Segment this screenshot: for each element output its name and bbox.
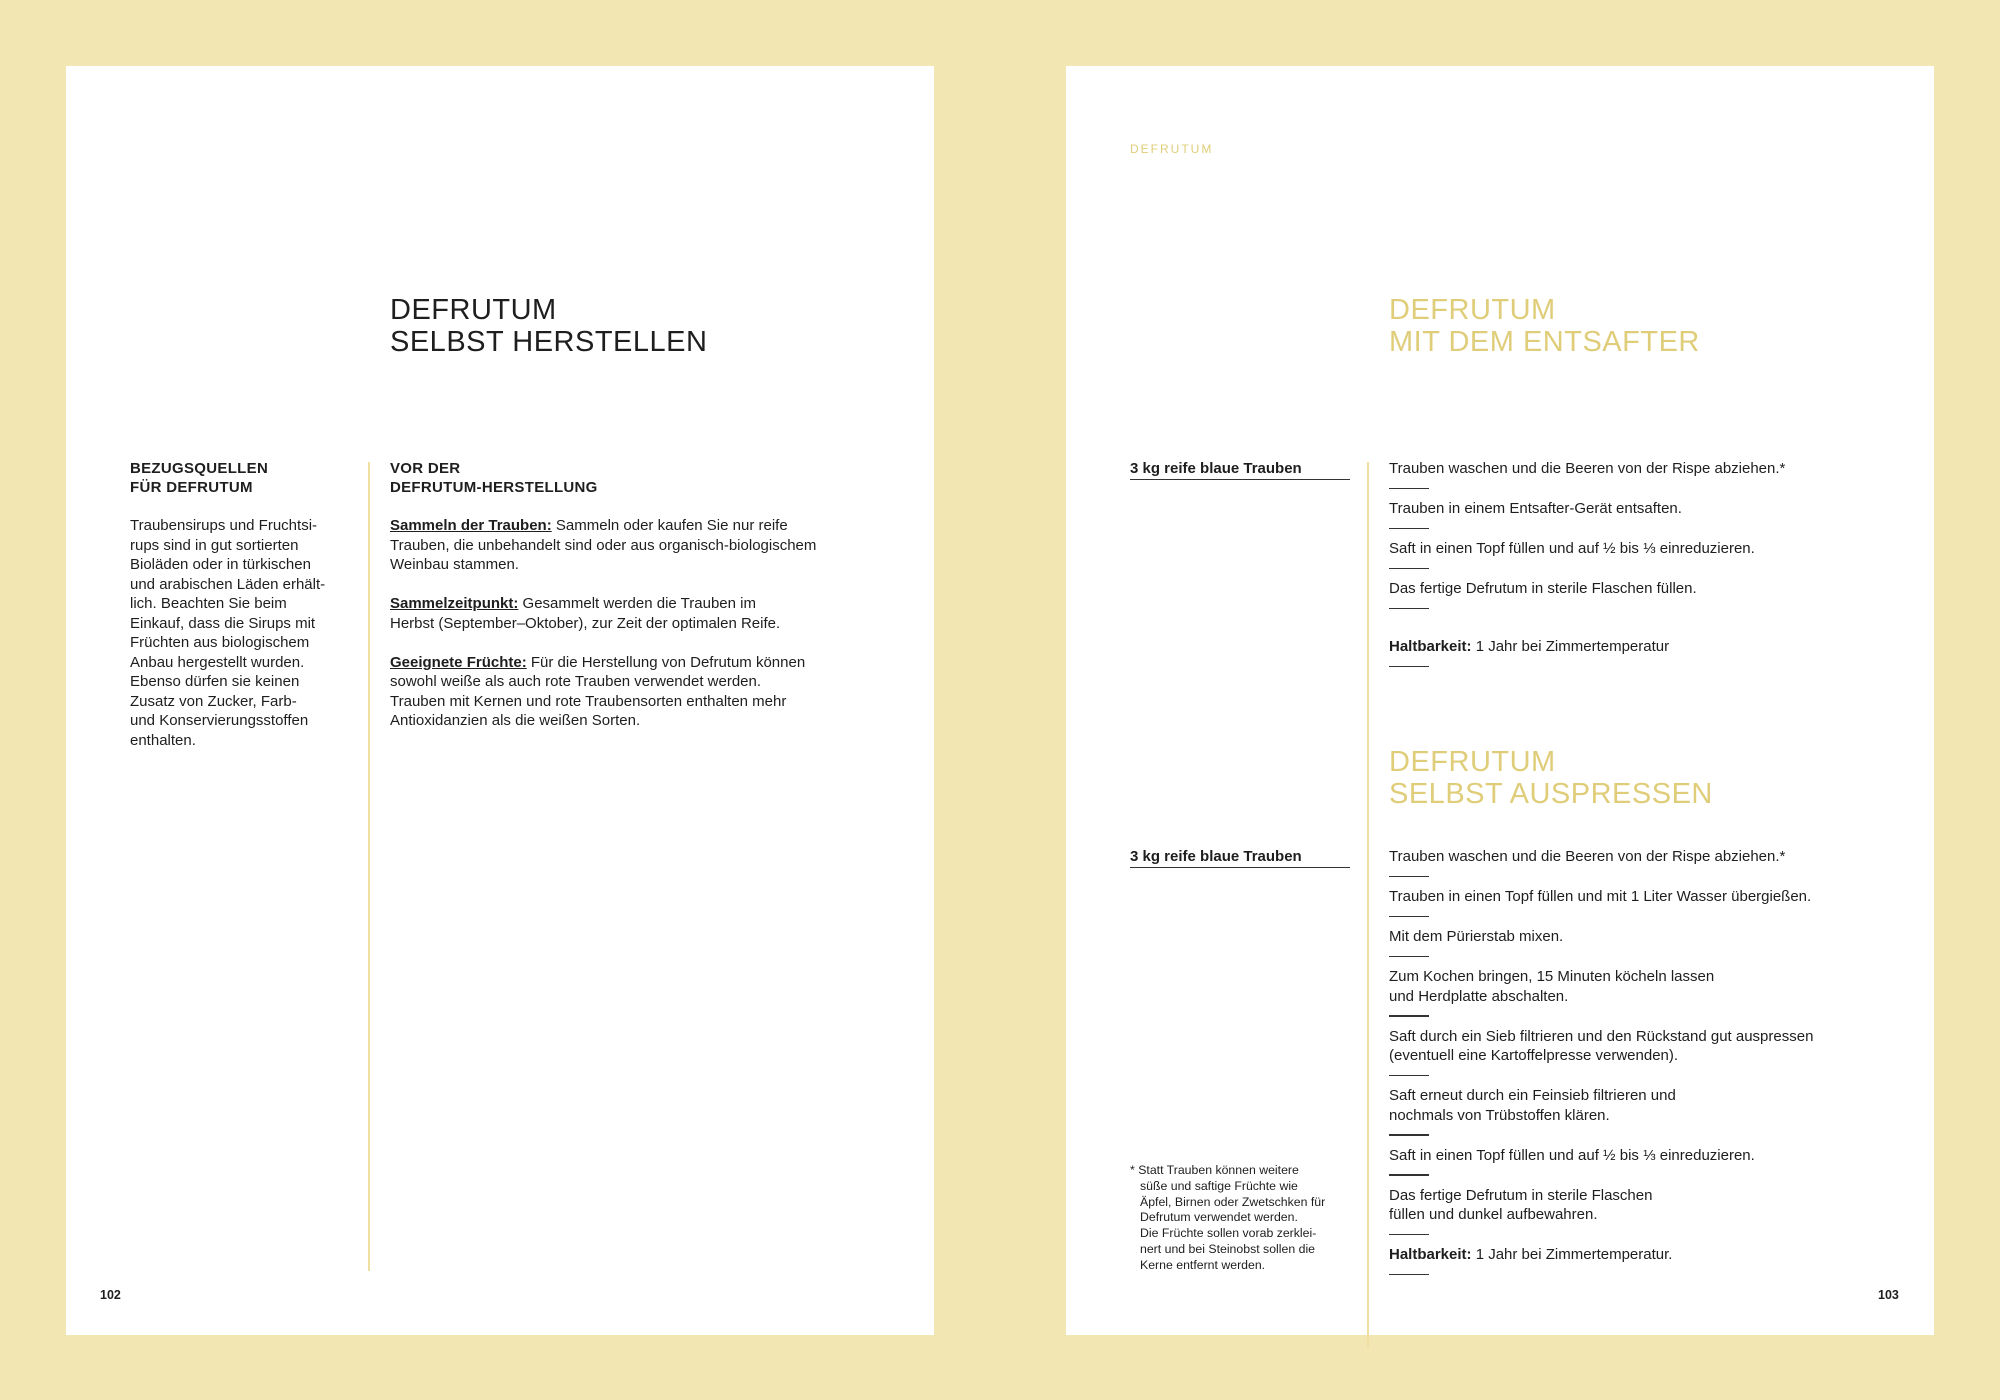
text-line: Zusatz von Zucker, Farb- — [130, 692, 297, 710]
step-divider — [1389, 1015, 1429, 1017]
step — [1389, 1146, 1909, 1176]
step-text: Das fertige Defrutum in sterile Flaschen füllen. — [1389, 580, 1697, 597]
footnote-line: süße und saftige Früchte wie — [1140, 1178, 1298, 1193]
step — [1389, 847, 1909, 877]
step — [1389, 967, 1909, 1017]
shelf-life — [1389, 1245, 1909, 1275]
text-line: Weinbau stammen. — [390, 556, 519, 573]
step-divider — [1389, 956, 1429, 958]
text-line: Herbst (September–Oktober), zur Zeit der optimalen Reife. — [390, 614, 781, 632]
step-divider — [1389, 488, 1429, 490]
text-line: und Konservierungsstoffen — [130, 712, 309, 729]
step-divider — [1389, 1274, 1429, 1276]
step — [1389, 887, 1909, 917]
step-divider — [1389, 1234, 1429, 1236]
title-line: SELBST HERSTELLEN — [390, 326, 708, 358]
sources-text — [130, 516, 360, 750]
step-text: Trauben waschen und die Beeren von der Rispe abziehen.* — [1389, 460, 1786, 477]
text-line: Trauben, die unbehandelt sind oder aus organisch-biologischem — [390, 536, 817, 554]
step-divider — [1389, 1134, 1429, 1136]
title-line: DEFRUTUM — [1389, 294, 1556, 326]
step-text: Saft in einen Topf füllen und auf ½ bis ⅓ einreduzieren. — [1389, 1146, 1755, 1164]
footnote-line: Äpfel, Birnen oder Zwetschken für — [1140, 1194, 1326, 1209]
step — [1389, 1027, 1909, 1077]
text-line: rups sind in gut sortierten — [130, 536, 299, 554]
title-line: DEFRUTUM — [390, 294, 557, 326]
step-divider — [1389, 876, 1429, 878]
step-text: Trauben in einem Entsafter-Gerät entsaften. — [1389, 500, 1682, 517]
step — [1389, 539, 1909, 569]
text-line: Trauben mit Kernen und rote Traubensorten enthalten mehr — [390, 692, 787, 710]
heading-line: DEFRUTUM-HERSTELLUNG — [390, 479, 598, 496]
step-text: füllen und dunkel aufbewahren. — [1389, 1206, 1598, 1223]
page-number: 103 — [1878, 1288, 1899, 1302]
footnote-line: nert und bei Steinobst sollen die — [1140, 1241, 1316, 1256]
step — [1389, 499, 1909, 529]
text-line: Ebenso dürfen sie keinen — [130, 673, 300, 690]
shelf-text: 1 Jahr bei Zimmertemperatur — [1471, 638, 1670, 655]
recipe2-ingredient: 3 kg reife blaue Trauben — [1130, 847, 1350, 868]
title-line: SELBST AUSPRESSEN — [1389, 778, 1713, 810]
step-text: Saft durch ein Sieb filtrieren und den Rückstand gut auspressen — [1389, 1027, 1814, 1045]
step-text: Das fertige Defrutum in sterile Flaschen — [1389, 1186, 1653, 1204]
recipe2-title — [1389, 746, 1713, 810]
text-line: Anbau hergestellt wurden. — [130, 653, 305, 671]
footnote-line: * Statt Trauben können weitere — [1130, 1163, 1299, 1177]
text-line: Früchten aus biologischem — [130, 634, 310, 651]
sources-column — [130, 459, 360, 750]
step — [1389, 1186, 1909, 1236]
footnote-line: Kerne entfernt werden. — [1140, 1257, 1266, 1272]
step-text: nochmals von Trübstoffen klären. — [1389, 1106, 1610, 1124]
preparation-column — [390, 459, 910, 750]
preparation-heading — [390, 459, 910, 497]
recipe1-steps — [1389, 459, 1909, 677]
shelf-label: Haltbarkeit: — [1389, 638, 1472, 655]
heading-line: BEZUGSQUELLEN — [130, 460, 269, 477]
keyword: Sammelzeitpunkt: — [390, 595, 519, 612]
heading-line: VOR DER — [390, 460, 461, 477]
step-text: Mit dem Pürierstab mixen. — [1389, 928, 1564, 945]
left-page-title — [390, 294, 707, 358]
page-number: 102 — [100, 1288, 121, 1302]
shelf-text: 1 Jahr bei Zimmertemperatur. — [1471, 1246, 1673, 1263]
title-line: DEFRUTUM — [1389, 746, 1556, 778]
text-line: und arabischen Läden erhält- — [130, 575, 326, 593]
step — [1389, 459, 1909, 489]
step-text: Saft in einen Topf füllen und auf ½ bis ⅓ einreduzieren. — [1389, 540, 1755, 557]
text-line: Gesammelt werden die Trauben im — [518, 595, 756, 612]
paragraph-geeignete-fruechte — [390, 653, 910, 731]
footnote-line: Die Früchte sollen vorab zerklei- — [1140, 1226, 1317, 1241]
text-line: lich. Beachten Sie beim — [130, 595, 287, 612]
footnote-line: Defrutum verwendet werden. — [1140, 1210, 1298, 1225]
step-divider — [1389, 608, 1429, 610]
shelf-label: Haltbarkeit: — [1389, 1246, 1472, 1263]
keyword: Sammeln der Trauben: — [390, 517, 552, 534]
sources-heading — [130, 459, 360, 497]
text-line: Sammeln oder kaufen Sie nur reife — [551, 517, 788, 534]
step-text: und Herdplatte abschalten. — [1389, 987, 1569, 1005]
right-page — [1066, 66, 1934, 1335]
paragraph-sammeln — [390, 516, 910, 575]
step — [1389, 579, 1909, 609]
step-divider — [1389, 528, 1429, 530]
text-line: Einkauf, dass die Sirups mit — [130, 614, 316, 632]
footnote — [1130, 1163, 1355, 1274]
left-page — [66, 66, 934, 1335]
step-divider — [1389, 1075, 1429, 1077]
recipe1-ingredient: 3 kg reife blaue Trauben — [1130, 459, 1350, 480]
shelf-life — [1389, 637, 1909, 667]
paragraph-sammelzeitpunkt — [390, 594, 910, 633]
text-line: sowohl weiße als auch rote Trauben verwendet werden. — [390, 673, 762, 690]
running-head: DEFRUTUM — [1130, 142, 1214, 156]
text-line: Traubensirups und Fruchtsi- — [130, 517, 318, 534]
text-line: Für die Herstellung von Defrutum können — [526, 653, 806, 671]
column-divider — [368, 462, 370, 1271]
title-line: MIT DEM ENTSAFTER — [1389, 326, 1700, 358]
heading-line: FÜR DEFRUTUM — [130, 479, 253, 496]
text-line: Antioxidanzien als die weißen Sorten. — [390, 712, 641, 729]
step-divider — [1389, 666, 1429, 668]
text-line: enthalten. — [130, 731, 196, 749]
step — [1389, 1086, 1909, 1136]
step-text: Saft erneut durch ein Feinsieb filtrieren und — [1389, 1087, 1676, 1104]
recipe2-steps — [1389, 847, 1909, 1285]
step-divider — [1389, 568, 1429, 570]
step-text: Trauben waschen und die Beeren von der Rispe abziehen.* — [1389, 848, 1786, 865]
step-divider — [1389, 916, 1429, 918]
step — [1389, 927, 1909, 957]
step-divider — [1389, 1174, 1429, 1176]
step-text: Zum Kochen bringen, 15 Minuten köcheln lassen — [1389, 968, 1715, 985]
step-text: Trauben in einen Topf füllen und mit 1 Liter Wasser übergießen. — [1389, 888, 1812, 905]
text-line: Bioläden oder in türkischen — [130, 556, 311, 573]
recipe1-title — [1389, 294, 1700, 358]
step-text: (eventuell eine Kartoffelpresse verwenden). — [1389, 1047, 1679, 1064]
keyword: Geeignete Früchte: — [390, 653, 527, 671]
column-divider — [1367, 462, 1369, 1348]
